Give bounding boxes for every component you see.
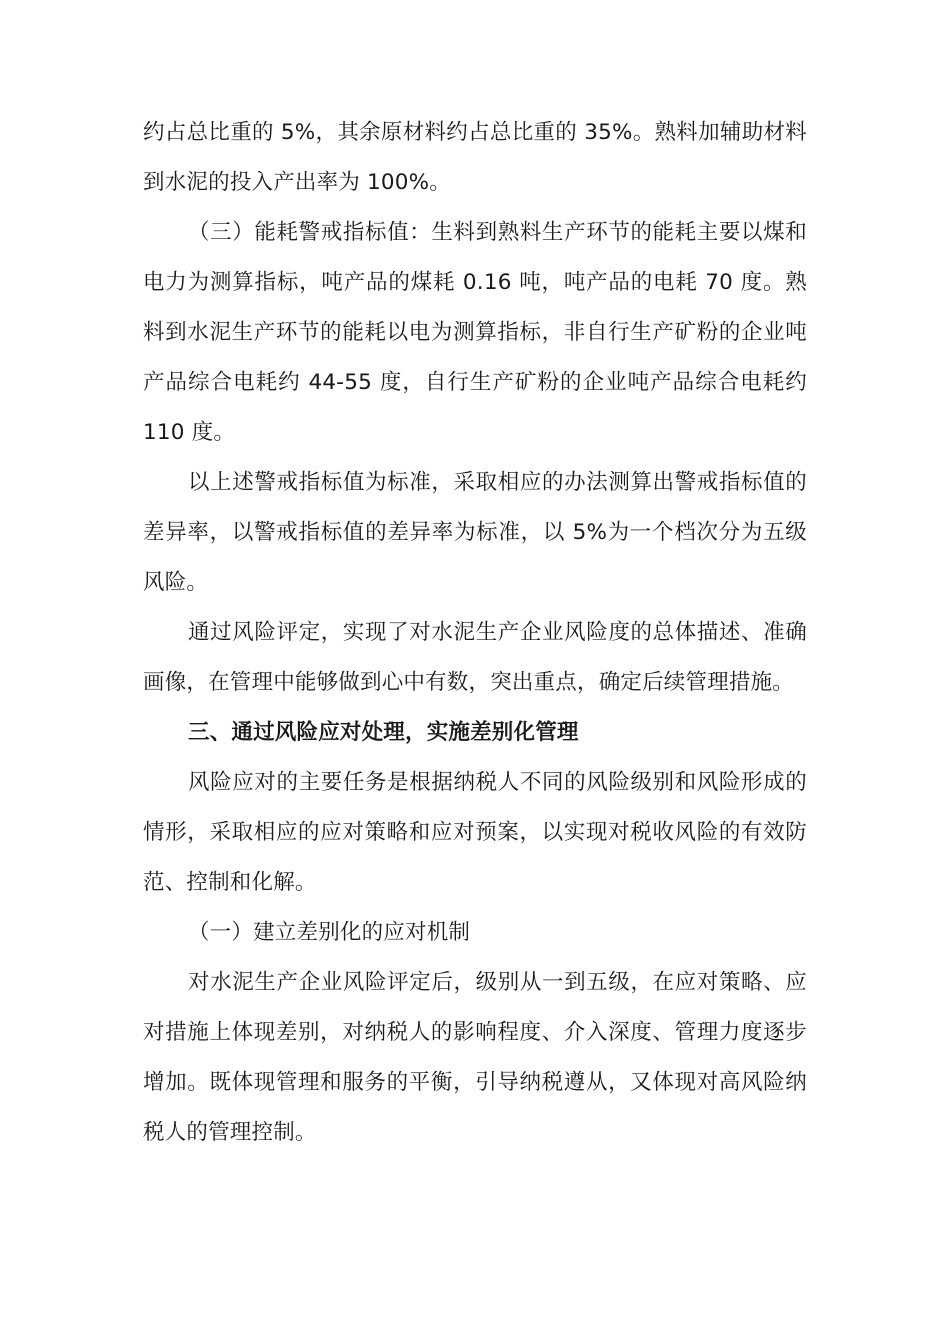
paragraph-risk-assessment: 通过风险评定，实现了对水泥生产企业风险度的总体描述、准确画像，在管理中能够做到心中有数，突出重点，确定后续管理措施。 [143, 620, 807, 695]
paragraph-energy-warning-indicators: （三）能耗警戒指标值：生料到熟料生产环节的能耗主要以煤和电力为测算指标，吨产品的煤耗 0.16 吨，吨产品的电耗 70 度。熟料到水泥生产环节的能耗以电为测算指标，非自行生产矿粉的企业吨产品综合电耗约 44-55 度，自行生产矿粉的企业吨产品综合电耗约 110 度。 [143, 220, 807, 445]
paragraph-differentiated-management: 对水泥生产企业风险评定后，级别从一到五级，在应对策略、应对措施上体现差别，对纳税人的影响程度、介入深度、管理力度逐步增加。既体现管理和服务的平衡，引导纳税遵从，又体现对高风险纳税人的管理控制。 [143, 970, 807, 1145]
document-body [143, 108, 807, 1158]
paragraph-risk-levels: 以上述警戒指标值为标准，采取相应的办法测算出警戒指标值的差异率，以警戒指标值的差异率为标准，以 5%为一个档次分为五级风险。 [143, 470, 807, 595]
paragraph-risk-response-tasks: 风险应对的主要任务是根据纳税人不同的风险级别和风险形成的情形，采取相应的应对策略和应对预案，以实现对税收风险的有效防范、控制和化解。 [143, 770, 807, 895]
section-heading-risk-response: 三、通过风险应对处理，实施差别化管理 [188, 720, 579, 745]
paragraph-ratio-summary: 约占总比重的 5%，其余原材料约占总比重的 35%。熟料加辅助材料到水泥的投入产出率为 100%。 [143, 120, 807, 195]
subheading-differentiated-mechanism: （一）建立差别化的应对机制 [188, 920, 471, 945]
